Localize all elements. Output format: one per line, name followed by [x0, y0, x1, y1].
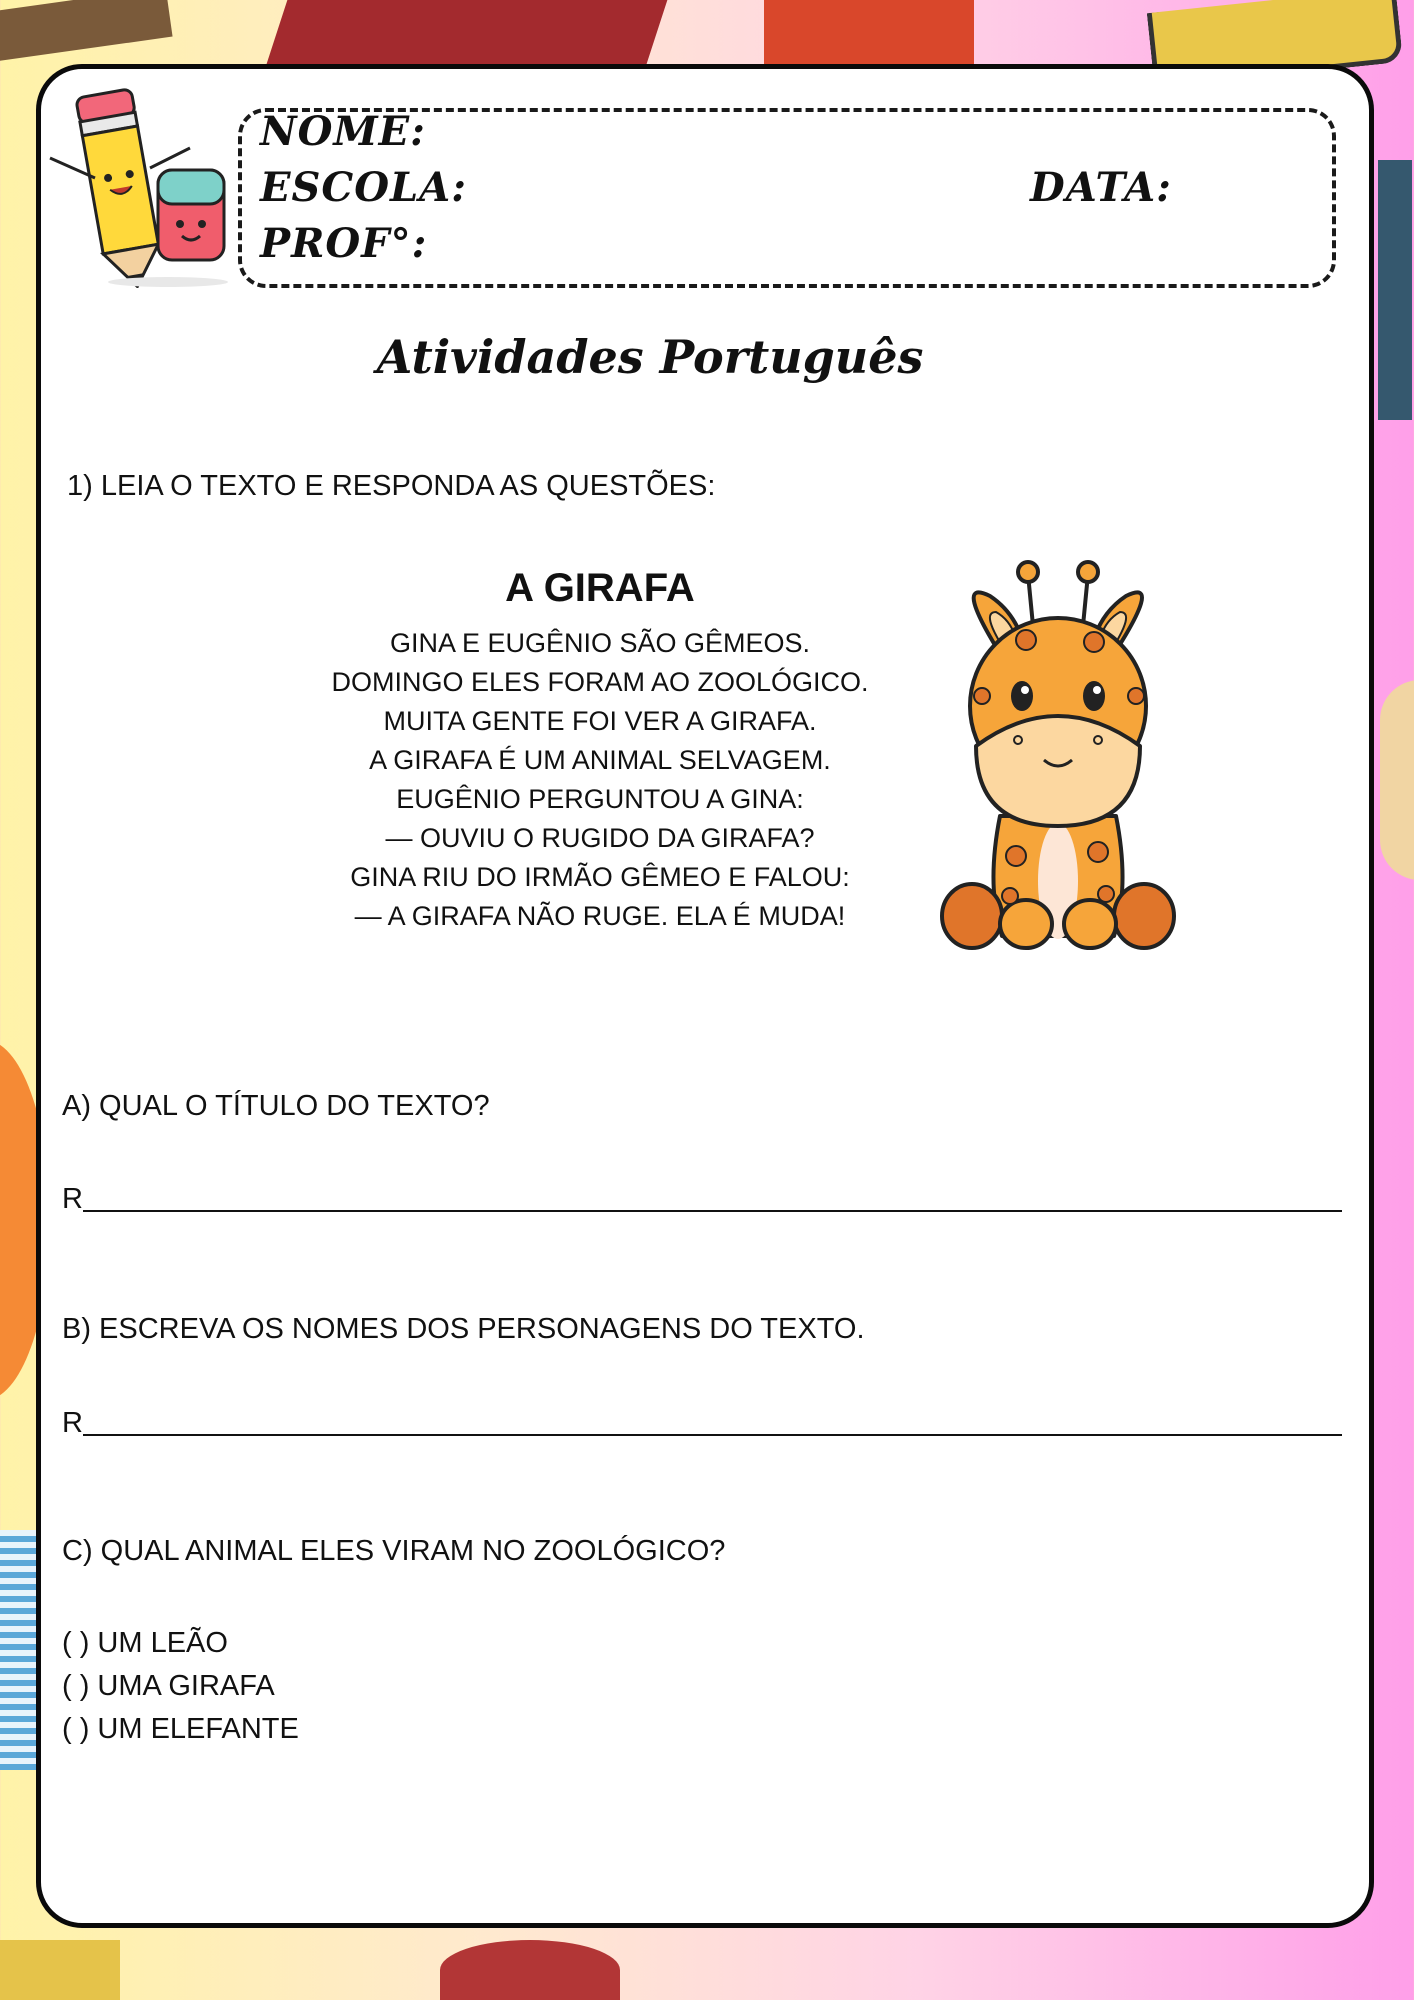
story-line: GINA RIU DO IRMÃO GÊMEO E FALOU:: [350, 862, 850, 892]
answer-a-prefix: R: [62, 1183, 83, 1215]
answer-b-underline: [83, 1433, 1342, 1436]
background-book-red-icon: [265, 0, 668, 70]
story-line: A GIRAFA É UM ANIMAL SELVAGEM.: [369, 745, 831, 775]
background-pencil-right-icon: [1378, 160, 1412, 420]
background-book-orange-icon: [764, 0, 974, 70]
background-palette-icon: [1380, 680, 1414, 880]
option-leao[interactable]: ( ) UM LEÃO: [62, 1627, 228, 1659]
question-b: B) ESCREVA OS NOMES DOS PERSONAGENS DO TEXTO.: [62, 1313, 865, 1345]
nome-label: NOME:: [260, 108, 426, 155]
background-notebook-icon: [0, 1530, 40, 1770]
story-line: — A GIRAFA NÃO RUGE. ELA É MUDA!: [354, 901, 846, 931]
question-c-options: [62, 1622, 299, 1751]
escola-label: ESCOLA:: [260, 164, 467, 211]
story-line: GINA E EUGÊNIO SÃO GÊMEOS.: [389, 628, 811, 658]
answer-b-prefix: R: [62, 1407, 83, 1439]
answer-b-line[interactable]: [62, 1400, 1342, 1440]
story-line: EUGÊNIO PERGUNTOU A GINA:: [396, 784, 804, 814]
option-girafa[interactable]: ( ) UMA GIRAFA: [62, 1670, 275, 1702]
background-book-left-icon: [0, 0, 173, 63]
option-elefante[interactable]: ( ) UM ELEFANTE: [62, 1713, 299, 1745]
question-a: A) QUAL O TÍTULO DO TEXTO?: [62, 1090, 490, 1122]
background-bottom-book-icon: [440, 1940, 620, 2000]
cartoon-giraffe-icon: [930, 556, 1186, 956]
question-c: C) QUAL ANIMAL ELES VIRAM NO ZOOLÓGICO?: [62, 1535, 726, 1567]
data-label: DATA:: [1030, 164, 1172, 211]
answer-a-line[interactable]: [62, 1176, 1342, 1216]
pencil-and-eraser-mascot-icon: [40, 78, 240, 288]
story-text: [280, 624, 920, 936]
answer-a-underline: [83, 1209, 1342, 1212]
story-line: MUITA GENTE FOI VER A GIRAFA.: [383, 706, 817, 736]
story-title: A GIRAFA: [505, 566, 695, 610]
background-bottom-ruler-icon: [0, 1940, 120, 2000]
page-title: Atividades Português: [376, 330, 924, 384]
instruction-text: 1) LEIA O TEXTO E RESPONDA AS QUESTÕES:: [67, 470, 716, 502]
story-line: DOMINGO ELES FORAM AO ZOOLÓGICO.: [331, 667, 869, 697]
prof-label: PROF°:: [260, 220, 428, 267]
story-line: — OUVIU O RUGIDO DA GIRAFA?: [385, 823, 815, 853]
